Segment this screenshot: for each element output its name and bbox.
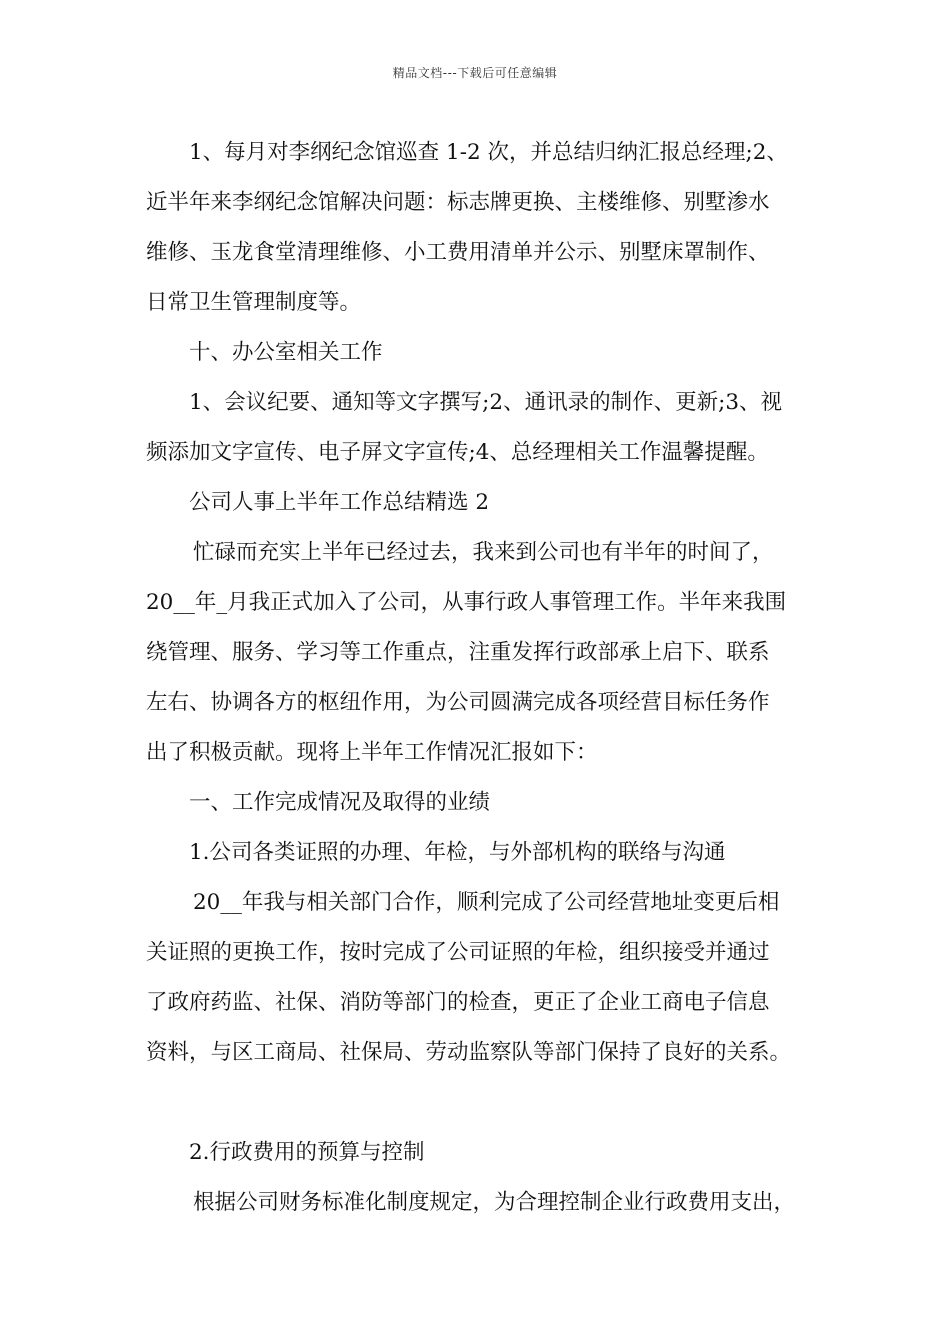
paragraph-line: 维修、玉龙食堂清理维修、小工费用清单并公示、别墅床罩制作、	[146, 240, 770, 265]
paragraph-line: 了政府药监、社保、消防等部门的检查，更正了企业工商电子信息	[146, 990, 770, 1015]
paragraph-line: 日常卫生管理制度等。	[146, 290, 362, 315]
paragraph-line: 20__年我与相关部门合作，顺利完成了公司经营地址变更后相	[193, 890, 780, 915]
subsection-heading: 1.公司各类证照的办理、年检，与外部机构的联络与沟通	[189, 840, 726, 865]
section-heading: 一、工作完成情况及取得的业绩	[189, 790, 491, 815]
paragraph-line: 绕管理、服务、学习等工作重点，注重发挥行政部承上启下、联系	[146, 640, 770, 665]
paragraph-gap	[146, 1078, 836, 1128]
paragraph-line: 20__年_月我正式加入了公司，从事行政人事管理工作。半年来我围	[146, 590, 787, 615]
section-heading: 十、办公室相关工作	[189, 340, 383, 365]
paragraph-line: 根据公司财务标准化制度规定，为合理控制企业行政费用支出，	[193, 1190, 796, 1215]
paragraph-line: 关证照的更换工作，按时完成了公司证照的年检，组织接受并通过	[146, 940, 770, 965]
paragraph-line: 资料，与区工商局、社保局、劳动监察队等部门保持了良好的关系。	[146, 1040, 792, 1065]
page-header: 精品文档---下载后可任意编辑	[392, 66, 558, 80]
paragraph-line: 1、每月对李纲纪念馆巡查 1-2 次，并总结归纳汇报总经理;2、	[189, 140, 788, 165]
paragraph-line: 出了积极贡献。现将上半年工作情况汇报如下：	[146, 740, 598, 765]
paragraph-line: 近半年来李纲纪念馆解决问题：标志牌更换、主楼维修、别墅渗水	[146, 190, 770, 215]
document-title: 公司人事上半年工作总结精选 2	[189, 490, 490, 515]
subsection-heading: 2.行政费用的预算与控制	[189, 1140, 425, 1165]
paragraph-line: 频添加文字宣传、电子屏文字宣传;4、总经理相关工作温馨提醒。	[146, 440, 769, 465]
paragraph-line: 左右、协调各方的枢纽作用，为公司圆满完成各项经营目标任务作	[146, 690, 770, 715]
paragraph-line: 忙碌而充实上半年已经过去，我来到公司也有半年的时间了，	[193, 540, 774, 565]
paragraph-line: 1、会议纪要、通知等文字撰写;2、通讯录的制作、更新;3、视	[189, 390, 783, 415]
document-body	[146, 128, 836, 1228]
